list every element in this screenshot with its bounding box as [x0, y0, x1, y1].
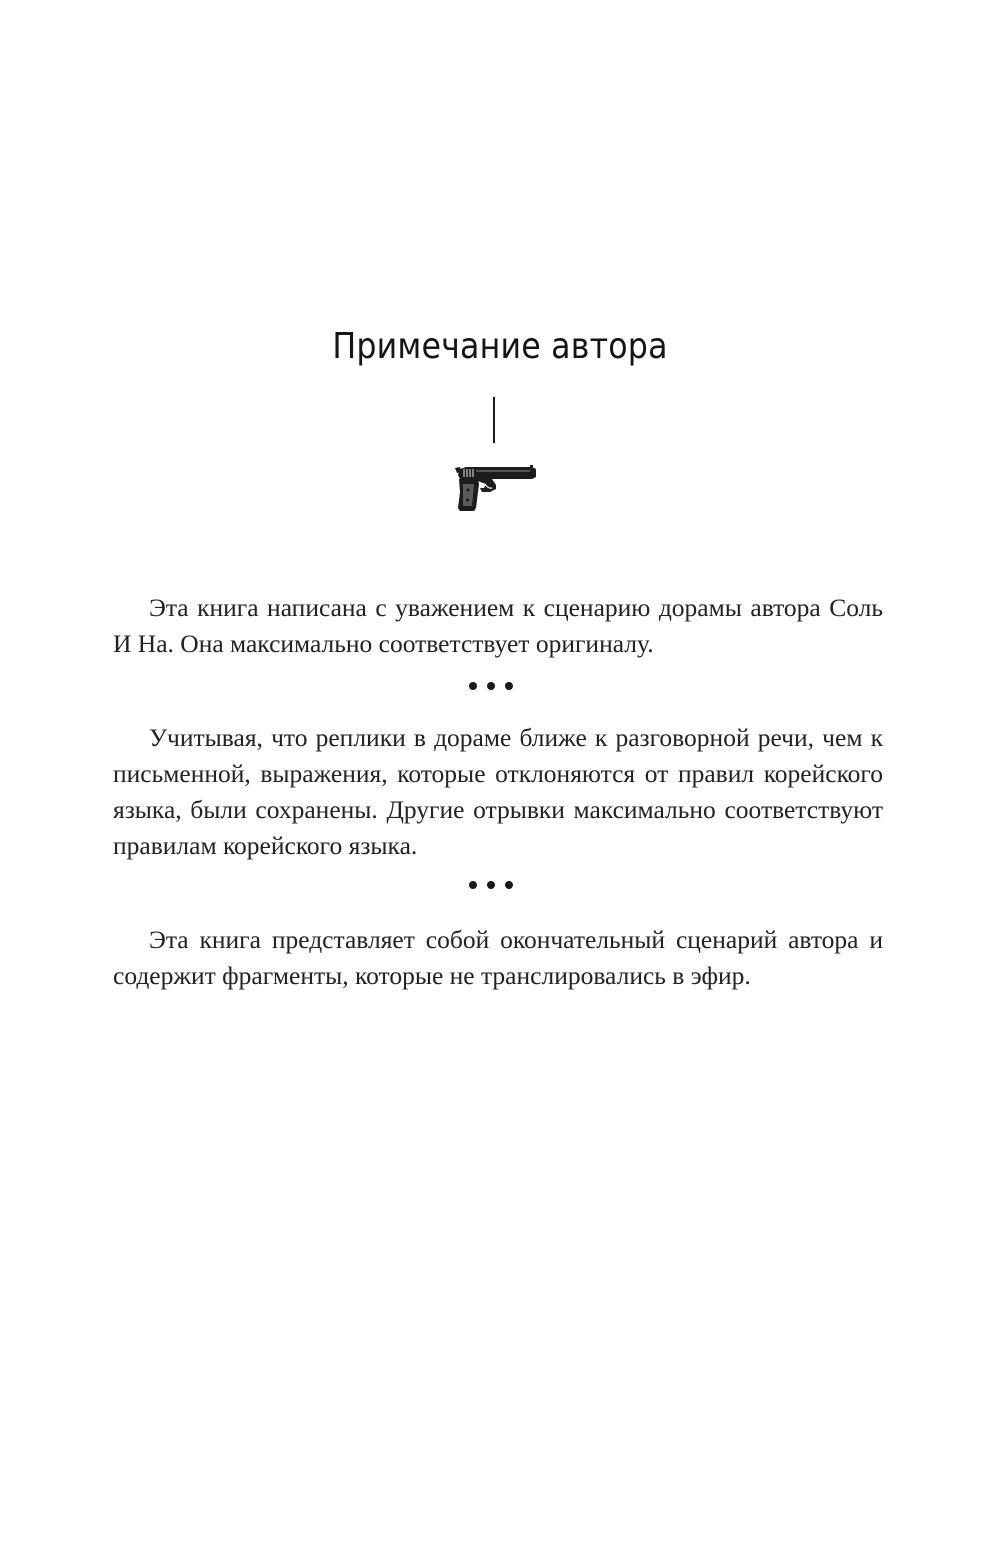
paragraph-2-text: Учитывая, что реплики в дораме ближе к разговорной речи, чем к письменной, выражения, которые отклоняются от правил корейского языка, были сохранены. Другие отрывки максимально соответствуют правилам корейского языка. — [113, 723, 883, 860]
page-title: Примечание автора — [332, 326, 668, 367]
paragraph-3 — [113, 922, 883, 994]
paragraph-3-text: Эта книга представляет собой окончательный сценарий автора и содержит фрагменты, которые не транслировались в эфир. — [113, 925, 883, 990]
three-dots-separator — [460, 881, 520, 891]
title-divider-line — [493, 397, 495, 443]
three-dots-separator — [460, 682, 520, 692]
separator-dot — [469, 881, 477, 889]
separator-dot — [505, 682, 513, 690]
pistol-icon — [452, 462, 538, 514]
separator-dot — [505, 881, 513, 889]
paragraph-1-text: Эта книга написана с уважением к сценарию дорамы автора Соль И На. Она максимально соответствует оригиналу. — [113, 593, 883, 658]
paragraph-1 — [113, 590, 883, 662]
separator-dot — [469, 682, 477, 690]
paragraph-2 — [113, 720, 883, 864]
separator-dot — [487, 881, 495, 889]
separator-dot — [487, 682, 495, 690]
